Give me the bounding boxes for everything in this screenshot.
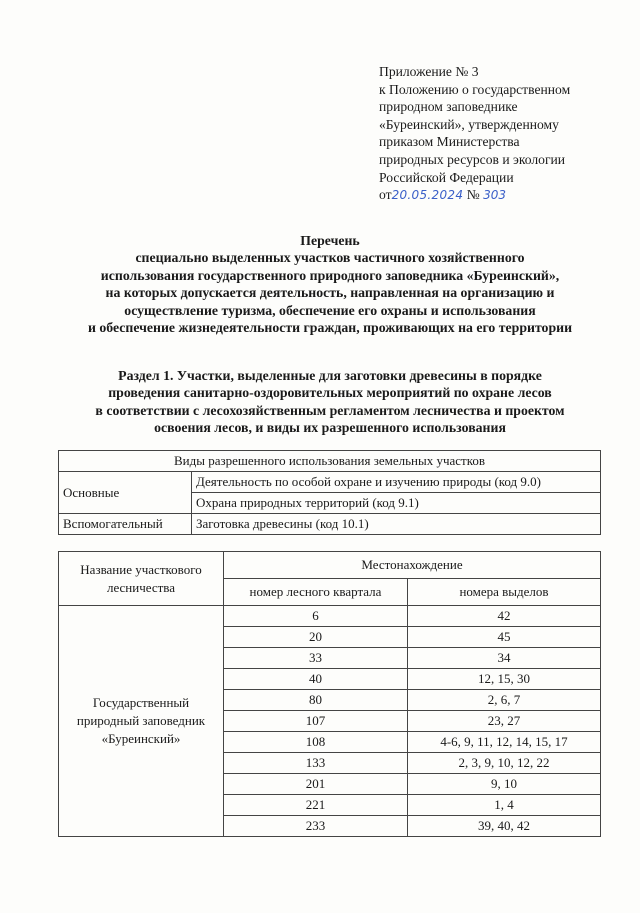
approval-line: к Положению о государственном <box>379 81 571 97</box>
aux-label: Вспомогательный <box>59 514 192 535</box>
quarter-cell: 20 <box>224 627 408 648</box>
plots-cell: 45 <box>408 627 601 648</box>
forestry-name: Государственный природный заповедник «Буреинский» <box>59 606 224 837</box>
plots-cell: 42 <box>408 606 601 627</box>
plots-cell: 34 <box>408 648 601 669</box>
section-line: в соответствии с лесохозяйственным регламентом лесничества и проектом <box>95 402 565 418</box>
title-line: Перечень <box>300 233 360 248</box>
title-line: на которых допускается деятельность, направленная на организацию и <box>105 285 555 301</box>
main-item: Деятельность по особой охране и изучению природы (код 9.0) <box>192 472 601 493</box>
quarter-cell: 107 <box>224 711 408 732</box>
main-label: Основные <box>59 472 192 514</box>
approval-note <box>379 63 619 205</box>
quarter-cell: 33 <box>224 648 408 669</box>
document-title <box>40 232 620 336</box>
land-use-table <box>58 450 601 535</box>
quarter-cell: 6 <box>224 606 408 627</box>
title-line: осуществление туризма, обеспечение его охраны и использования <box>124 302 536 318</box>
title-line: использования государственного природного заповедника «Буреинский», <box>100 267 560 283</box>
plots-cell: 4-6, 9, 11, 12, 14, 15, 17 <box>408 732 601 753</box>
handwritten-number: 303 <box>483 188 506 203</box>
plots-cell: 39, 40, 42 <box>408 816 601 837</box>
title-line: специально выделенных участков частичного хозяйственного <box>135 250 525 266</box>
section-line: Раздел 1. Участки, выделенные для заготовки древесины в порядке <box>118 368 542 383</box>
col-name-header: Название участкового лесничества <box>59 552 224 606</box>
approval-line: «Буреинский», утвержденному <box>379 116 559 132</box>
location-table <box>58 551 601 837</box>
plots-cell: 2, 3, 9, 10, 12, 22 <box>408 753 601 774</box>
plots-cell: 12, 15, 30 <box>408 669 601 690</box>
table-row <box>59 451 601 472</box>
plots-cell: 1, 4 <box>408 795 601 816</box>
table-row <box>59 606 601 627</box>
from-label: от <box>379 187 392 203</box>
quarter-cell: 133 <box>224 753 408 774</box>
number-label: № <box>466 187 480 203</box>
handwritten-date: 20.05.2024 <box>391 188 464 203</box>
table-row <box>59 472 601 493</box>
section-heading <box>40 367 620 437</box>
plots-cell: 23, 27 <box>408 711 601 732</box>
quarter-cell: 233 <box>224 816 408 837</box>
approval-line: природном заповеднике <box>379 99 518 115</box>
approval-line: природных ресурсов и экологии <box>379 151 566 167</box>
col-quarter-header: номер лесного квартала <box>224 579 408 606</box>
aux-item: Заготовка древесины (код 10.1) <box>192 514 601 535</box>
quarter-cell: 221 <box>224 795 408 816</box>
approval-date-line <box>379 186 619 205</box>
quarter-cell: 80 <box>224 690 408 711</box>
title-line: и обеспечение жизнедеятельности граждан, проживающих на его территории <box>87 320 573 336</box>
col-location-header: Местонахождение <box>224 552 601 579</box>
table-row <box>59 514 601 535</box>
col-plots-header: номера выделов <box>408 579 601 606</box>
plots-cell: 9, 10 <box>408 774 601 795</box>
land-use-header: Виды разрешенного использования земельных участков <box>59 451 601 472</box>
section-line: проведения санитарно-оздоровительных мероприятий по охране лесов <box>108 385 552 401</box>
table-row <box>59 552 601 579</box>
quarter-cell: 40 <box>224 669 408 690</box>
approval-line: Российской Федерации <box>379 169 514 185</box>
main-item: Охрана природных территорий (код 9.1) <box>192 493 601 514</box>
approval-line: Приложение № 3 <box>379 64 479 79</box>
quarter-cell: 201 <box>224 774 408 795</box>
quarter-cell: 108 <box>224 732 408 753</box>
approval-line: приказом Министерства <box>379 134 520 150</box>
section-line: освоения лесов, и виды их разрешенного использования <box>154 420 506 436</box>
plots-cell: 2, 6, 7 <box>408 690 601 711</box>
